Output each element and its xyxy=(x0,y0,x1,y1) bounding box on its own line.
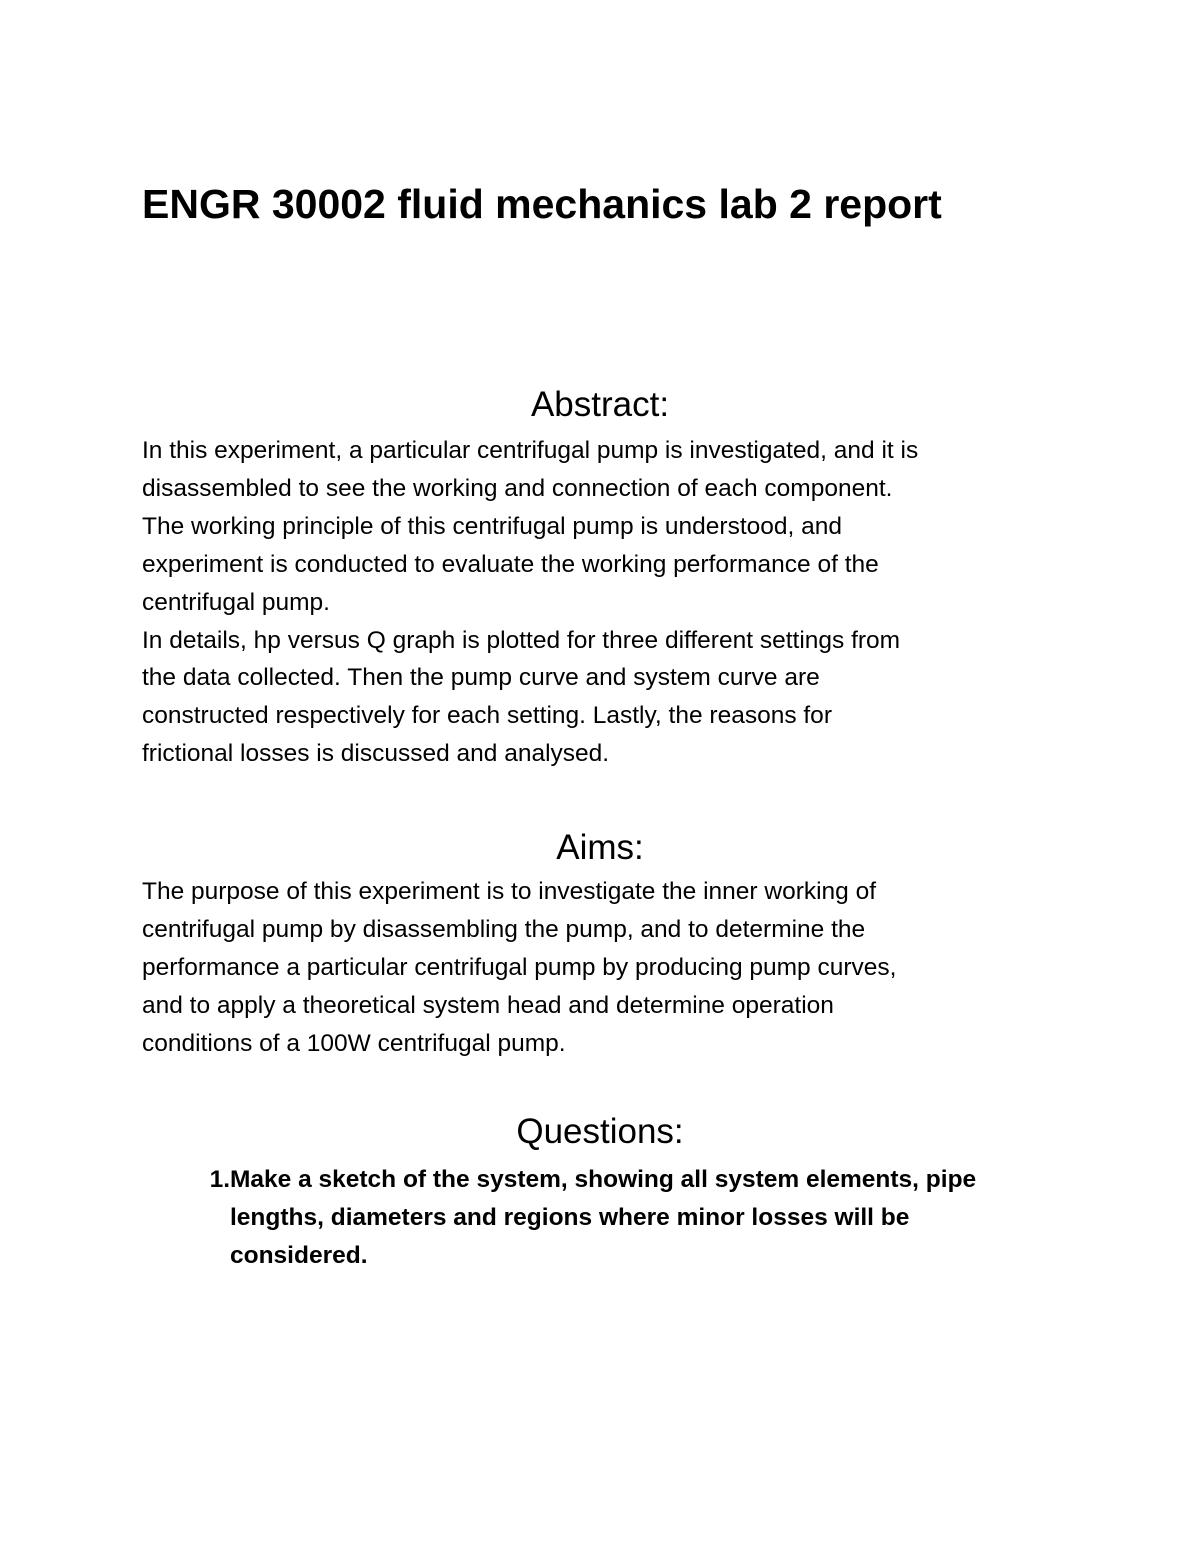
question-text xyxy=(230,1161,976,1275)
questions-list xyxy=(142,1161,1102,1275)
abstract-line: The working principle of this centrifugal pump is understood, and xyxy=(142,512,842,540)
aims-heading: Aims: xyxy=(556,828,644,867)
abstract-line: In this experiment, a particular centrifugal pump is investigated, and it is xyxy=(142,437,919,464)
aims-line: and to apply a theoretical system head and determine operation xyxy=(142,991,834,1019)
aims-line: The purpose of this experiment is to investigate the inner working of xyxy=(142,878,877,905)
question-line: Make a sketch of the system, showing all system elements, pipe xyxy=(230,1166,977,1193)
questions-heading: Questions: xyxy=(516,1112,684,1151)
abstract-line: frictional losses is discussed and analysed. xyxy=(142,740,610,768)
abstract-line: disassembled to see the working and connection of each component. xyxy=(142,474,893,502)
question-number: 1. xyxy=(209,1166,230,1193)
abstract-line: In details, hp versus Q graph is plotted for three different settings from xyxy=(142,626,901,654)
abstract-heading: Abstract: xyxy=(530,385,670,424)
question-item xyxy=(142,1161,1102,1275)
abstract-line: experiment is conducted to evaluate the working performance of the xyxy=(142,550,879,578)
aims-line: centrifugal pump by disassembling the pump, and to determine the xyxy=(142,915,866,943)
question-line: lengths, diameters and regions where minor losses will be xyxy=(230,1203,910,1231)
document-title: ENGR 30002 fluid mechanics lab 2 report xyxy=(142,181,942,227)
question-line: considered. xyxy=(230,1241,368,1269)
abstract-line: the data collected. Then the pump curve and system curve are xyxy=(142,664,820,692)
aims-line: conditions of a 100W centrifugal pump. xyxy=(142,1029,566,1057)
aims-body xyxy=(142,873,1102,1063)
abstract-line: constructed respectively for each setting. Lastly, the reasons for xyxy=(142,702,832,730)
abstract-line: centrifugal pump. xyxy=(142,588,330,616)
aims-line: performance a particular centrifugal pump by producing pump curves, xyxy=(142,953,897,981)
abstract-body xyxy=(142,432,1102,773)
